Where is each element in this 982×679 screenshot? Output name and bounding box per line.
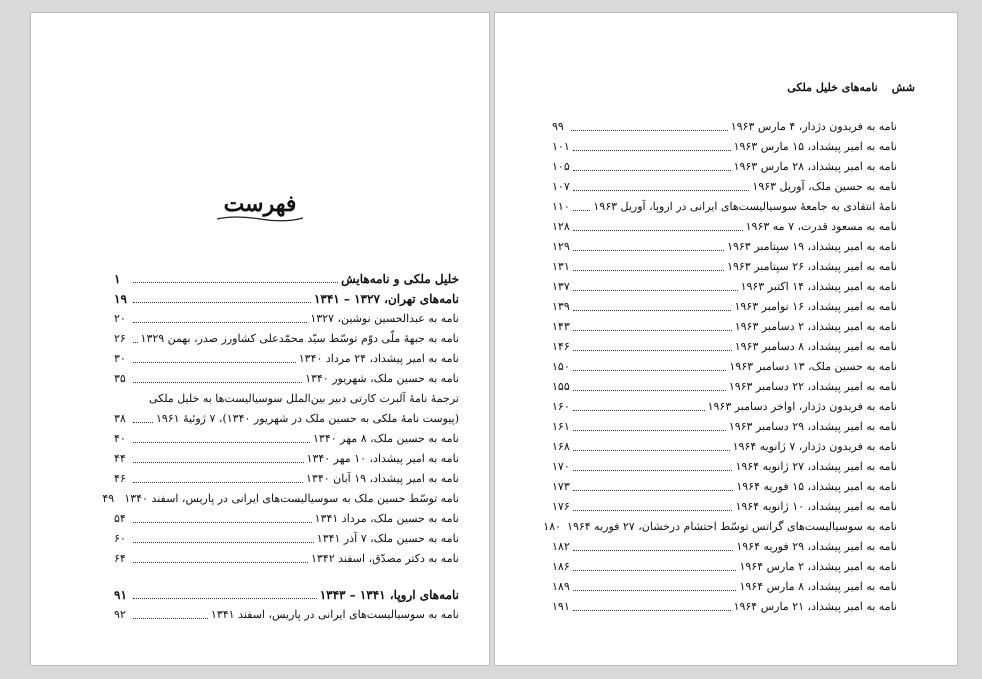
- toc-entry[interactable]: [552, 317, 897, 337]
- toc-entry-title: نامه به مسعود قدرت، ۷ مه ۱۹۶۳: [745, 220, 897, 233]
- toc-page-number: ۱۰۷: [552, 180, 570, 193]
- dot-leader: [133, 322, 307, 323]
- toc-entry[interactable]: [552, 337, 897, 357]
- dot-leader: [573, 490, 734, 491]
- toc-page-number: ۱۳۱: [552, 260, 570, 273]
- right-page: [494, 12, 958, 666]
- toc-entry[interactable]: [114, 449, 459, 469]
- toc-entry-title: نامه به سوسیالیست‌های ایرانی در پاریس، اسفند ۱۳۴۱: [210, 608, 459, 621]
- toc-entry[interactable]: [552, 257, 897, 277]
- dot-leader: [133, 542, 314, 543]
- toc-page-number: ۱۸۹: [552, 580, 570, 593]
- toc-page-number: ۱۵۵: [552, 380, 570, 393]
- toc-page-number: ۱۸۲: [552, 540, 570, 553]
- toc-entry-title: نامه‌های اروپا، ۱۳۴۱ – ۱۳۴۳: [319, 588, 459, 602]
- dot-leader: [133, 618, 208, 619]
- toc-page-number: ۳۵: [114, 372, 126, 385]
- toc-entry[interactable]: [114, 369, 459, 389]
- toc-page-number: ۱۷۰: [552, 460, 570, 473]
- dot-leader: [573, 510, 733, 511]
- toc-entry-title: خلیل ملکی و نامه‌هایش: [341, 272, 459, 286]
- toc-entry[interactable]: [552, 217, 897, 237]
- running-head: [787, 81, 915, 94]
- toc-page-number: ۲۰: [114, 312, 126, 325]
- dot-leader: [133, 522, 312, 523]
- dot-leader: [573, 210, 591, 211]
- dot-leader: [573, 290, 738, 291]
- toc-entry-title: نامه به امیر پیشداد، ۸ مارس ۱۹۶۴: [739, 580, 897, 593]
- toc-entry[interactable]: [552, 557, 897, 577]
- dot-leader: [573, 410, 705, 411]
- dot-leader: [133, 562, 308, 563]
- dot-leader: [573, 250, 724, 251]
- toc-heading: [31, 191, 489, 223]
- toc-page-number: ۶۴: [114, 552, 126, 565]
- toc-entry-title: نامه به امیر پیشداد، ۲۶ سپتامبر ۱۹۶۳: [727, 260, 897, 273]
- toc-entry-title: نامه به حسین ملک، ۱۳ دسامبر ۱۹۶۳: [729, 360, 897, 373]
- dot-leader: [573, 350, 732, 351]
- toc-page-number: ۱۶۸: [552, 440, 570, 453]
- dot-leader: [573, 270, 724, 271]
- toc-entry-title: نامه به امیر پیشداد، ۱۵ مارس ۱۹۶۳: [733, 140, 897, 153]
- toc-entry[interactable]: [552, 137, 897, 157]
- toc-page-number: ۳۸: [114, 412, 126, 425]
- toc-entry[interactable]: [552, 577, 897, 597]
- toc-entry[interactable]: [552, 357, 897, 377]
- dot-leader: [573, 450, 730, 451]
- toc-page-number: ۱۷۳: [552, 480, 570, 493]
- toc-entry-title: نامه به امیر پیشداد، ۱۶ نوامبر ۱۹۶۳: [734, 300, 897, 313]
- toc-entry[interactable]: [114, 509, 459, 529]
- toc-entry-title: نامه به حسین ملک، مرداد ۱۳۴۱: [314, 512, 459, 525]
- toc-entry-title: نامه‌های تهران، ۱۳۲۷ – ۱۳۴۱: [313, 292, 459, 306]
- toc-entry-title: نامه به امیر پیشداد، ۲۱ مارس ۱۹۶۴: [733, 600, 897, 613]
- toc-entry-title: (پیوست نامهٔ ملکی به حسین ملک در شهریور ۱۳۴۰)، ۷ ژوئیهٔ ۱۹۶۱: [155, 412, 459, 425]
- toc-entry[interactable]: [552, 397, 897, 417]
- dot-leader: [573, 370, 727, 371]
- dot-leader: [133, 282, 338, 283]
- toc-entry[interactable]: [552, 457, 897, 477]
- toc-entry-title: نامه به امیر پیشداد، ۲۹ فوریه ۱۹۶۴: [736, 540, 897, 553]
- toc-page-number: ۶۰: [114, 532, 126, 545]
- dot-leader: [573, 310, 732, 311]
- toc-page-number: ۱۶۱: [552, 420, 570, 433]
- toc-entry-title: نامه به امیر پیشداد، ۲ مارس ۱۹۶۴: [739, 560, 897, 573]
- toc-entry-title: نامه به امیر پیشداد، ۱۹ سپتامبر ۱۹۶۳: [727, 240, 897, 253]
- dot-leader: [573, 550, 734, 551]
- toc-page-number: ۱۹: [114, 292, 127, 306]
- book-title: نامه‌های خلیل ملکی: [787, 81, 878, 94]
- toc-page-number: ۱۳۹: [552, 300, 570, 313]
- toc-entry-title: نامه به حسین ملک، ۸ مهر ۱۳۴۰: [313, 432, 459, 445]
- dot-leader: [133, 342, 138, 343]
- toc-page-number: ۱: [114, 272, 121, 286]
- toc-section-heading[interactable]: [114, 269, 459, 289]
- toc-entry-title: نامه به فریدون دژدار، ۴ مارس ۱۹۶۳: [730, 120, 897, 133]
- toc-entry-title: نامه به فریدون دژدار، اواخر دسامبر ۱۹۶۳: [707, 400, 897, 413]
- toc-entry[interactable]: [552, 437, 897, 457]
- toc-page-number: ۱۰۱: [552, 140, 570, 153]
- dot-leader: [573, 150, 731, 151]
- toc-page-number: ۱۷۶: [552, 500, 570, 513]
- toc-entry[interactable]: [543, 517, 897, 537]
- toc-entry-title: نامه به جبههٔ ملّی دوّم توسّط سیّد محمّدعلی کشاورز صدر، بهمن ۱۳۲۹: [140, 332, 459, 345]
- toc-entry[interactable]: [114, 469, 459, 489]
- toc-page-number: ۱۴۳: [552, 320, 570, 333]
- toc-page-number: ۴۰: [114, 432, 126, 445]
- toc-entry-title: نامه به امیر پیشداد، ۲۸ مارس ۱۹۶۳: [733, 160, 897, 173]
- toc-entry[interactable]: [552, 177, 897, 197]
- toc-entry-title: نامه به امیر پیشداد، ۱۰ مهر ۱۳۴۰: [306, 452, 459, 465]
- toc-entry-title: نامه به امیر پیشداد، ۲۲ دسامبر ۱۹۶۳: [728, 380, 897, 393]
- toc-entry[interactable]: [114, 309, 459, 329]
- toc-entry-title: نامه به امیر پیشداد، ۲۴ مرداد ۱۳۴۰: [298, 352, 459, 365]
- toc-page-number: ۵۴: [114, 512, 126, 525]
- toc-title-text: فهرست: [223, 191, 297, 217]
- toc-entry[interactable]: [552, 477, 897, 497]
- toc-page-number: ۴۹: [102, 492, 115, 505]
- toc-entry[interactable]: [114, 605, 459, 625]
- toc-entry[interactable]: [552, 297, 897, 317]
- dot-leader: [133, 442, 310, 443]
- toc-page-number: ۱۳۷: [552, 280, 570, 293]
- toc-entry-title: نامه به فریدون دژدار، ۷ ژانویه ۱۹۶۴: [732, 440, 897, 453]
- toc-entry[interactable]: [552, 597, 897, 617]
- dot-leader: [573, 330, 732, 331]
- toc-entry[interactable]: [552, 537, 897, 557]
- toc-entry[interactable]: [552, 197, 897, 217]
- dot-leader: [573, 590, 737, 591]
- toc-entry[interactable]: [114, 349, 459, 369]
- toc-page-number: ۱۴۶: [552, 340, 570, 353]
- toc-page-number: ۱۹۱: [552, 600, 570, 613]
- toc-page-number: ۴۴: [114, 452, 126, 465]
- toc-entry[interactable]: [114, 409, 459, 429]
- toc-entry-title: نامه به امیر پیشداد، ۲۹ دسامبر ۱۹۶۳: [728, 420, 897, 433]
- toc-entry-title: نامه به امیر پیشداد، ۱۹ آبان ۱۳۴۰: [306, 472, 459, 485]
- toc-entry-title: نامه به حسین ملک، شهریور ۱۳۴۰: [305, 372, 459, 385]
- left-page: [30, 12, 490, 666]
- toc-page-number: ۴۶: [114, 472, 126, 485]
- toc-entry-title: نامه به عبدالحسین نوشین، ۱۳۲۷: [310, 312, 459, 325]
- toc-page-number: ۱۵۰: [552, 360, 570, 373]
- toc-entry[interactable]: [114, 329, 459, 349]
- toc-entry[interactable]: [552, 117, 897, 137]
- toc-entry[interactable]: [114, 429, 459, 449]
- toc-entry-title: نامهٔ انتقادی به جامعهٔ سوسیالیست‌های ایرانی در اروپا، آوریل ۱۹۶۳: [593, 200, 897, 213]
- toc-entry[interactable]: [552, 377, 897, 397]
- toc-page-number: ۱۸۰: [543, 520, 562, 533]
- toc-entry[interactable]: [552, 237, 897, 257]
- dot-leader: [133, 598, 317, 599]
- dot-leader: [133, 462, 304, 463]
- toc-page-number: ۹۱: [114, 588, 127, 602]
- toc-entry-title: نامه به دکتر مصدّق، اسفند ۱۳۴۲: [310, 552, 459, 565]
- toc-entry-title: نامه به حسین ملک، ۷ آذر ۱۳۴۱: [316, 532, 459, 545]
- toc-entry[interactable]: [114, 549, 459, 569]
- toc-entry[interactable]: [552, 417, 897, 437]
- dot-leader: [573, 430, 726, 431]
- dot-leader: [573, 610, 731, 611]
- toc-entry-title: نامه توسّط حسین ملک به سوسیالیست‌های ایرانی در پاریس، اسفند ۱۳۴۰: [124, 492, 459, 505]
- toc-entry-title: ترجمهٔ نامهٔ آلبرت کارتی دبیر بین‌الملل سوسیالیست‌ها به خلیل ملکی: [148, 392, 459, 405]
- toc-entry-title: نامه به امیر پیشداد، ۱۵ فوریه ۱۹۶۴: [736, 480, 897, 493]
- toc-entry-title: نامه به امیر پیشداد، ۸ دسامبر ۱۹۶۳: [734, 340, 897, 353]
- toc-entry-title: نامه به سوسیالیست‌های گراتس توسّط احتشام درخشان، ۲۷ فوریه ۱۹۶۴: [567, 520, 897, 533]
- toc-entry-title: نامه به امیر پیشداد، ۲۷ ژانویه ۱۹۶۴: [735, 460, 897, 473]
- toc-page-number: ۱۰۵: [552, 160, 570, 173]
- toc-page-number: ۱۸۶: [552, 560, 570, 573]
- toc-section-heading[interactable]: [114, 585, 459, 605]
- dot-leader: [571, 130, 728, 131]
- toc-page-number: ۹۲: [114, 608, 126, 621]
- toc-entry[interactable]: [102, 489, 459, 509]
- toc-entry[interactable]: [114, 389, 459, 409]
- toc-page-number: ۱۶۰: [552, 400, 570, 413]
- toc-page-number: ۱۱۰: [552, 200, 570, 213]
- dot-leader: [133, 302, 311, 303]
- toc-section-heading[interactable]: [114, 289, 459, 309]
- dot-leader: [573, 230, 743, 231]
- toc-entry-title: نامه به حسین ملک، آوریل ۱۹۶۳: [752, 180, 897, 193]
- toc-entry-title: نامه به امیر پیشداد، ۱۰ ژانویه ۱۹۶۴: [735, 500, 897, 513]
- toc-entry-title: نامه به امیر پیشداد، ۱۴ اکتبر ۱۹۶۳: [740, 280, 897, 293]
- toc-page-number: ۳۰: [114, 352, 126, 365]
- toc-list-right: [543, 117, 897, 617]
- toc-entry[interactable]: [552, 277, 897, 297]
- toc-entry[interactable]: [552, 497, 897, 517]
- dot-leader: [573, 190, 750, 191]
- toc-entry-title: نامه به امیر پیشداد، ۲ دسامبر ۱۹۶۳: [734, 320, 897, 333]
- toc-list-left: [102, 269, 459, 625]
- dot-leader: [133, 422, 153, 423]
- dot-leader: [573, 470, 733, 471]
- section-spacer: [114, 569, 459, 585]
- dot-leader: [573, 170, 731, 171]
- toc-entry[interactable]: [552, 157, 897, 177]
- toc-page-number: ۲۶: [114, 332, 126, 345]
- dot-leader: [573, 570, 737, 571]
- toc-page-number: ۱۲۹: [552, 240, 570, 253]
- toc-page-number: ۹۹: [552, 120, 564, 133]
- page-label: شش: [891, 81, 915, 94]
- toc-entry[interactable]: [114, 529, 459, 549]
- dot-leader: [133, 382, 302, 383]
- dot-leader: [133, 362, 296, 363]
- dot-leader: [573, 390, 726, 391]
- toc-page-number: ۱۲۸: [552, 220, 570, 233]
- dot-leader: [133, 482, 303, 483]
